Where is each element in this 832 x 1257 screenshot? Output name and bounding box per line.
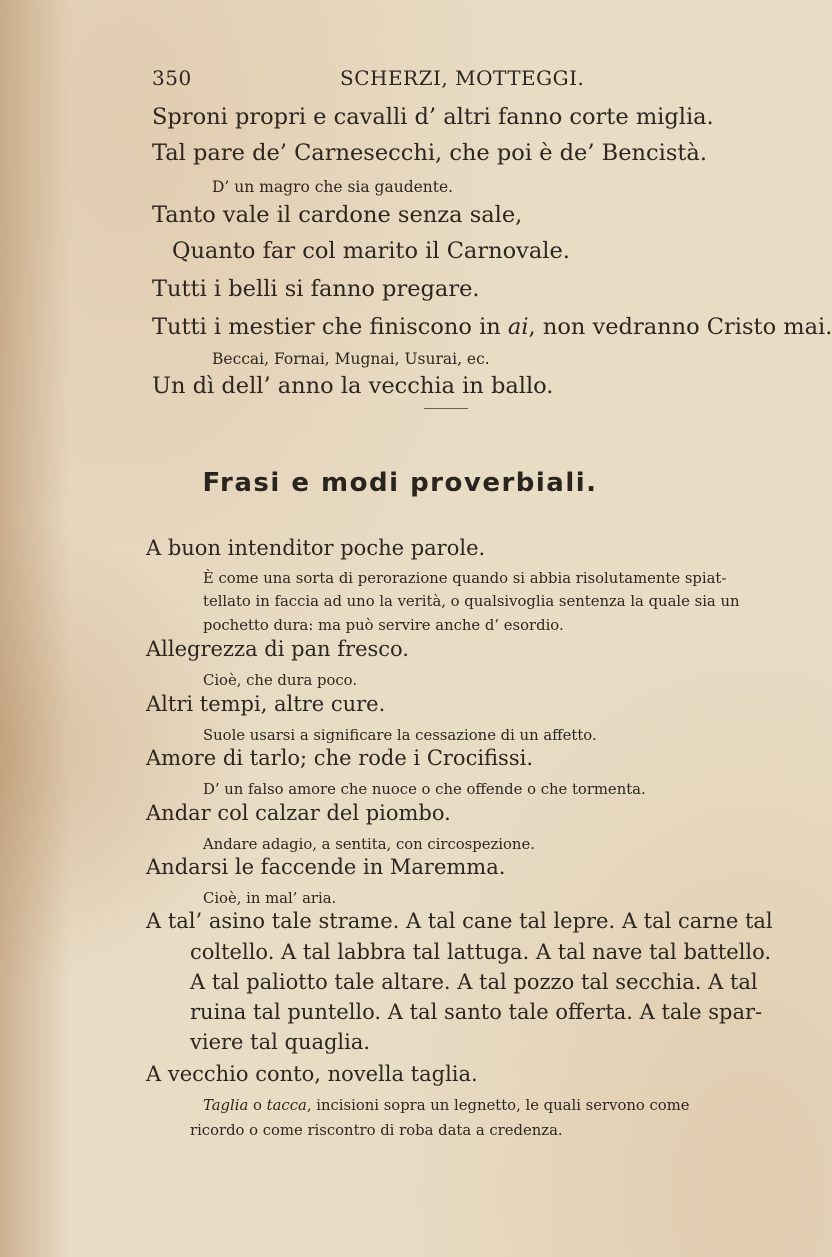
proverb-line: A vecchio conto, novella taglia. <box>146 1062 478 1086</box>
proverb-line: A tal paliotto tale altare. A tal pozzo tal secchia. A tal <box>190 970 758 994</box>
note-line: Andare adagio, a sentita, con circospezione. <box>203 836 535 853</box>
proverb-line: ruina tal puntello. A tal santo tale offerta. A tale spar- <box>190 1000 763 1024</box>
proverb-line: Tanto vale il cardone senza sale, <box>152 202 523 228</box>
proverb-line: viere tal quaglia. <box>190 1030 371 1054</box>
page-number: 350 <box>152 66 192 90</box>
section-divider <box>424 408 468 409</box>
note-line: È come una sorta di perorazione quando si abbia risolutamente spiat- <box>203 570 727 587</box>
note-line: ricordo o come riscontro di roba data a credenza. <box>190 1122 563 1139</box>
proverb-line: Altri tempi, altre cure. <box>146 692 386 716</box>
proverb-line: Andarsi le faccende in Maremma. <box>146 855 506 879</box>
running-title: SCHERZI, MOTTEGGI. <box>340 66 585 90</box>
note-line: pochetto dura: ma può servire anche d’ esordio. <box>203 617 564 634</box>
note-line: Beccai, Fornai, Mugnai, Usurai, ec. <box>212 350 490 368</box>
note-line: tellato in faccia ad uno la verità, o qualsivoglia sentenza la quale sia un <box>203 593 740 610</box>
proverb-line: Quanto far col marito il Carnovale. <box>172 238 570 264</box>
proverb-line: A tal’ asino tale strame. A tal cane tal lepre. A tal carne tal <box>146 909 773 933</box>
proverb-line: Un dì dell’ anno la vecchia in ballo. <box>152 373 554 399</box>
proverb-line: Amore di tarlo; che rode i Crocifissi. <box>146 746 533 770</box>
proverb-line: coltello. A tal labbra tal lattuga. A tal nave tal battello. <box>190 940 772 964</box>
note-line: Cioè, in mal’ aria. <box>203 890 337 907</box>
note-line: Cioè, che dura poco. <box>203 672 358 689</box>
note-line: Taglia o tacca, incisioni sopra un legnetto, le quali servono come <box>203 1097 690 1114</box>
proverb-line: Andar col calzar del piombo. <box>146 801 451 825</box>
proverb-line: Allegrezza di pan fresco. <box>146 637 409 661</box>
note-line: Suole usarsi a significare la cessazione di un affetto. <box>203 727 597 744</box>
proverb-line: Tutti i mestier che finiscono in ai, non vedranno Cristo mai. <box>152 314 832 340</box>
proverb-line: A buon intenditor poche parole. <box>146 536 486 560</box>
section-title: Frasi e modi proverbiali. <box>202 468 598 498</box>
proverb-line: Tal pare de’ Carnesecchi, che poi è de’ Bencistà. <box>152 140 707 166</box>
note-line: D’ un magro che sia gaudente. <box>212 178 454 196</box>
proverb-line: Sproni propri e cavalli d’ altri fanno corte miglia. <box>152 104 714 130</box>
proverb-line: Tutti i belli si fanno pregare. <box>152 276 480 302</box>
note-line: D’ un falso amore che nuoce o che offende o che tormenta. <box>203 781 646 798</box>
